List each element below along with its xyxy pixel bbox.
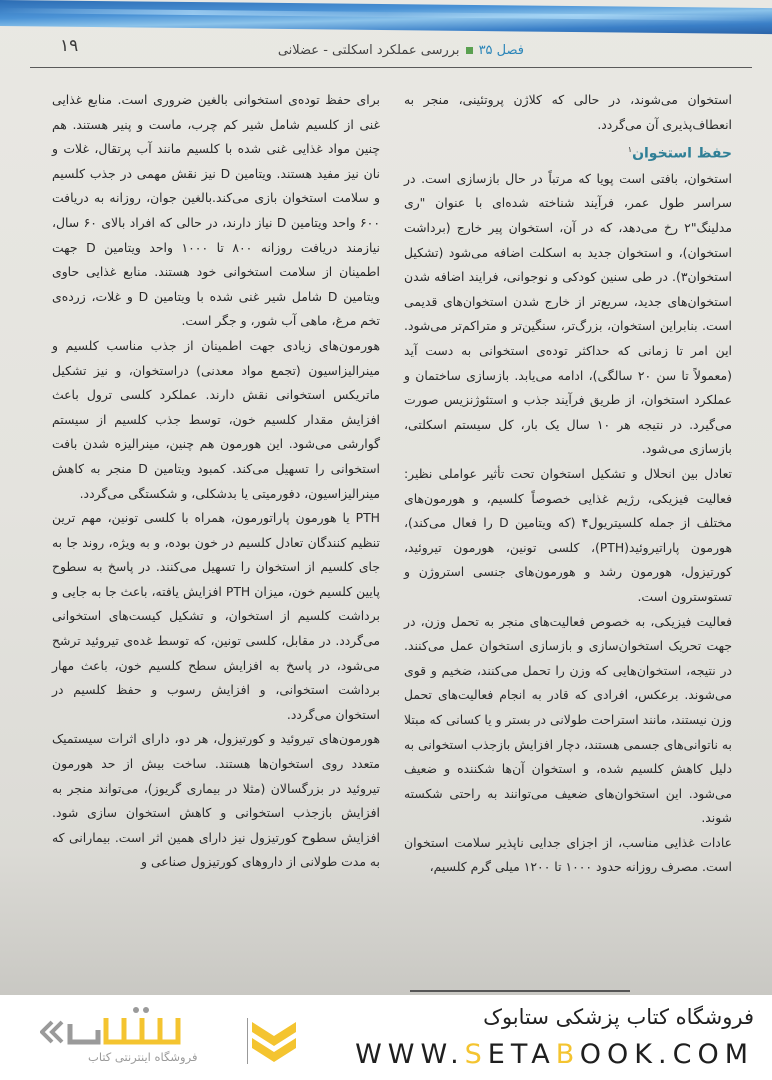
right-column bbox=[404, 88, 732, 995]
shop-url-link[interactable] bbox=[355, 1039, 754, 1070]
section-heading bbox=[404, 137, 732, 167]
logo-tagline: فروشگاه اینترنتی کتاب bbox=[88, 1050, 198, 1064]
paragraph: هورمون‌های تیروئید و کورتیزول، هر دو، دارای اثرات سیستمیک متعدد روی استخوان‌ها هستند. ساخت بیش از حد هورمون تیروئید در بزرگسالان (مثلا در بیماری گریوز)، می‌تواند منجر به افزایش بازجذب استخوانی و کاهش استخوان سازی شود. افزایش سطوح کورتیزول نیز دارای همین اثر است. بیمارانی که به مدت طولانی از داروهای کورتیزول صناعی و bbox=[52, 731, 380, 870]
chapter-title-text: بررسی عملکرد اسکلتی - عضلانی bbox=[277, 43, 460, 58]
chapter-label: فصل ۳۵ bbox=[478, 43, 524, 58]
footnote-marker: ۱ bbox=[627, 145, 633, 155]
decorative-header-band bbox=[0, 0, 772, 34]
section-heading-text: حفظ استخوان bbox=[632, 145, 732, 162]
page-number: ۱۹ bbox=[60, 36, 79, 56]
intro-paragraph: استخوان می‌شوند، در حالی که کلاژن پروتئینی، منجر به انعطاف‌پذیری آن می‌گردد. bbox=[404, 92, 732, 132]
paragraph: فعالیت فیزیکی، به خصوص فعالیت‌های منجر به تحمل وزن، در جهت تحریک استخوان‌سازی و بازسازی استخوان عمل می‌کنند. در نتیجه، استخوان‌هایی که وزن را تحمل می‌کنند، ضخیم و قوی می‌شوند. برعکس، افرادی که قادر به انجام فعالیت‌های تحمل وزن نیستند، مانند استراحت طولانی در بستر و یا کسانی که مبتلا به ناتوانی‌های جسمی هستند، دچار افزایش بازجذب استخوانی به دلیل کاهش کلسیم شده، و استخوان آن‌ها شکننده و ضعیف می‌شود. این استخوان‌های ضعیف می‌توانند به راحتی شکسته شوند. bbox=[404, 613, 732, 826]
left-column bbox=[52, 88, 380, 995]
paragraph: برای حفظ توده‌ی استخوانی بالغین ضروری است. منابع غذایی غنی از کلسیم شامل شیر کم چرب، ماست و پنیر هستند. هم چنین مواد غذایی غنی شده با کلسیم مانند آب پرتقال، غلات و نان نیز مفید هستند. ویتامین D نیز نقش مهمی در جذب کلسیم و سلامت استخوان بازی می‌کند.بالغین جوان، روزانه به دریافت ۶۰۰ واحد ویتامین D نیاز دارند، در حالی که افراد بالای ۶۰ سال، نیازمند دریافت روزانه ۸۰۰ تا ۱۰۰۰ واحد ویتامین D جهت اطمینان از سلامت استخوانی خود هستند. منابع غذایی حاوی ویتامین D شامل شیر غنی شده با ویتامین D و غلات، زرده‌ی تخم مرغ، ماهی آب شور، و جگر است. bbox=[52, 92, 381, 329]
paragraph: استخوان، بافتی است پویا که مرتباً در حال بازسازی است. در سراسر طول عمر، فرآیند شناخته شده‌ای با عنوان "ری مدلینگ"۲ رخ می‌دهد، که در آن، استخوان پیر خارج (برداشت استخوان)، و استخوان جدید به اسکلت اضافه می‌شود (تشکیل استخوان۳). در طی سنین کودکی و نوجوانی، فرایند اضافه شدن استخوان‌های جدید، سریع‌تر از خارج شدن استخوان‌های قدیمی است. بنابراین استخوان، بزرگ‌تر، سنگین‌تر و متراکم‌تر می‌شود. این امر تا زمانی که حداکثر توده‌ی استخوانی به دست آید (معمولاً تا سن ۲۰ سالگی)، ادامه می‌یابد. بازسازی ساختمان و عملکرد استخوان، از طریق فرآیند جذب و استئوژنزیس صورت می‌گیرد. در نتیجه هر ۱۰ سال یک بار، کل سیستم اسکلتی، بازسازی می‌شود. bbox=[404, 170, 732, 457]
logo-divider bbox=[247, 1018, 248, 1064]
url-part: OOK.COM bbox=[579, 1039, 754, 1070]
paragraph: PTH یا هورمون پاراتورمون، همراه با کلسی تونین، مهم ترین تنظیم کنندگان تعادل کلسیم در خون بوده، و به ویژه، روند جا به جای کلسیم از استخوان را تسهیل می‌کنند. در پاسخ به سطوح پایین کلسیم خون، میزان PTH افزایش یافته، باعث جا به جایی و برداشت کلسیم از استخوان، و تشکیل کیست‌های استخوانی می‌گردد. در مقابل، کلسی تونین، که توسط غده‌ی تیروئید ترشح می‌شود، در پاسخ به افزایش سطح کلسیم خون، باعث مهار برداشت استخوانی، و افزایش رسوب و حفظ کلسیم در استخوان می‌گردد. bbox=[52, 510, 380, 722]
url-part: ETA bbox=[487, 1039, 556, 1070]
paragraph: هورمون‌های زیادی جهت اطمینان از جذب مناسب کلسیم و مینرالیزاسیون (تجمع مواد معدنی) دراستخوان، و نیز تشکیل ماتریکس استخوانی نقش دارند. عملکرد کلسی ترول باعث افزایش مقدار کلسیم خون، توسط جذب کلسیم از سیستم گوارشی می‌شود. این هورمون هم چنین، مینرالیزه شدن بافت استخوانی را تسهیل می‌کند. کمبود ویتامین D منجر به کاهش مینرالیزاسیون، دفورمیتی یا بدشکلی، و شکستگی می‌گردد. bbox=[52, 337, 380, 501]
url-part: WWW. bbox=[355, 1039, 465, 1070]
paragraph: تعادل بین انحلال و تشکیل استخوان تحت تأثیر عواملی نظیر: فعالیت فیزیکی، رژیم غذایی خصوصاً کلسیم، و هورمون‌های مختلف از جمله کلسیتریول۴ (که ویتامین D را فعال می‌کند)، هورمون پاراتیروئید(PTH)، کلسی تونین، هورمون تیروئید، کورتیزول، هورمون رشد و هورمون‌های جنسی استروژن و تستوسترون است. bbox=[404, 465, 732, 604]
watermark-footer bbox=[0, 995, 772, 1080]
chapter-title bbox=[278, 43, 524, 58]
setabook-logo[interactable] bbox=[40, 1000, 300, 1075]
url-highlight: S bbox=[464, 1039, 488, 1070]
url-highlight: B bbox=[555, 1039, 580, 1070]
square-bullet-icon bbox=[466, 47, 473, 54]
shop-title: فروشگاه کتاب پزشکی ستابوک bbox=[483, 1005, 754, 1029]
paragraph: عادات غذایی مناسب، از اجزای جدایی ناپذیر سلامت استخوان است. مصرف روزانه حدود ۱۰۰۰ تا ۱۲۰۰ میلی گرم کلسیم، bbox=[404, 834, 732, 875]
running-header bbox=[30, 34, 752, 68]
footnote-divider bbox=[410, 990, 630, 992]
text-columns bbox=[52, 88, 732, 995]
